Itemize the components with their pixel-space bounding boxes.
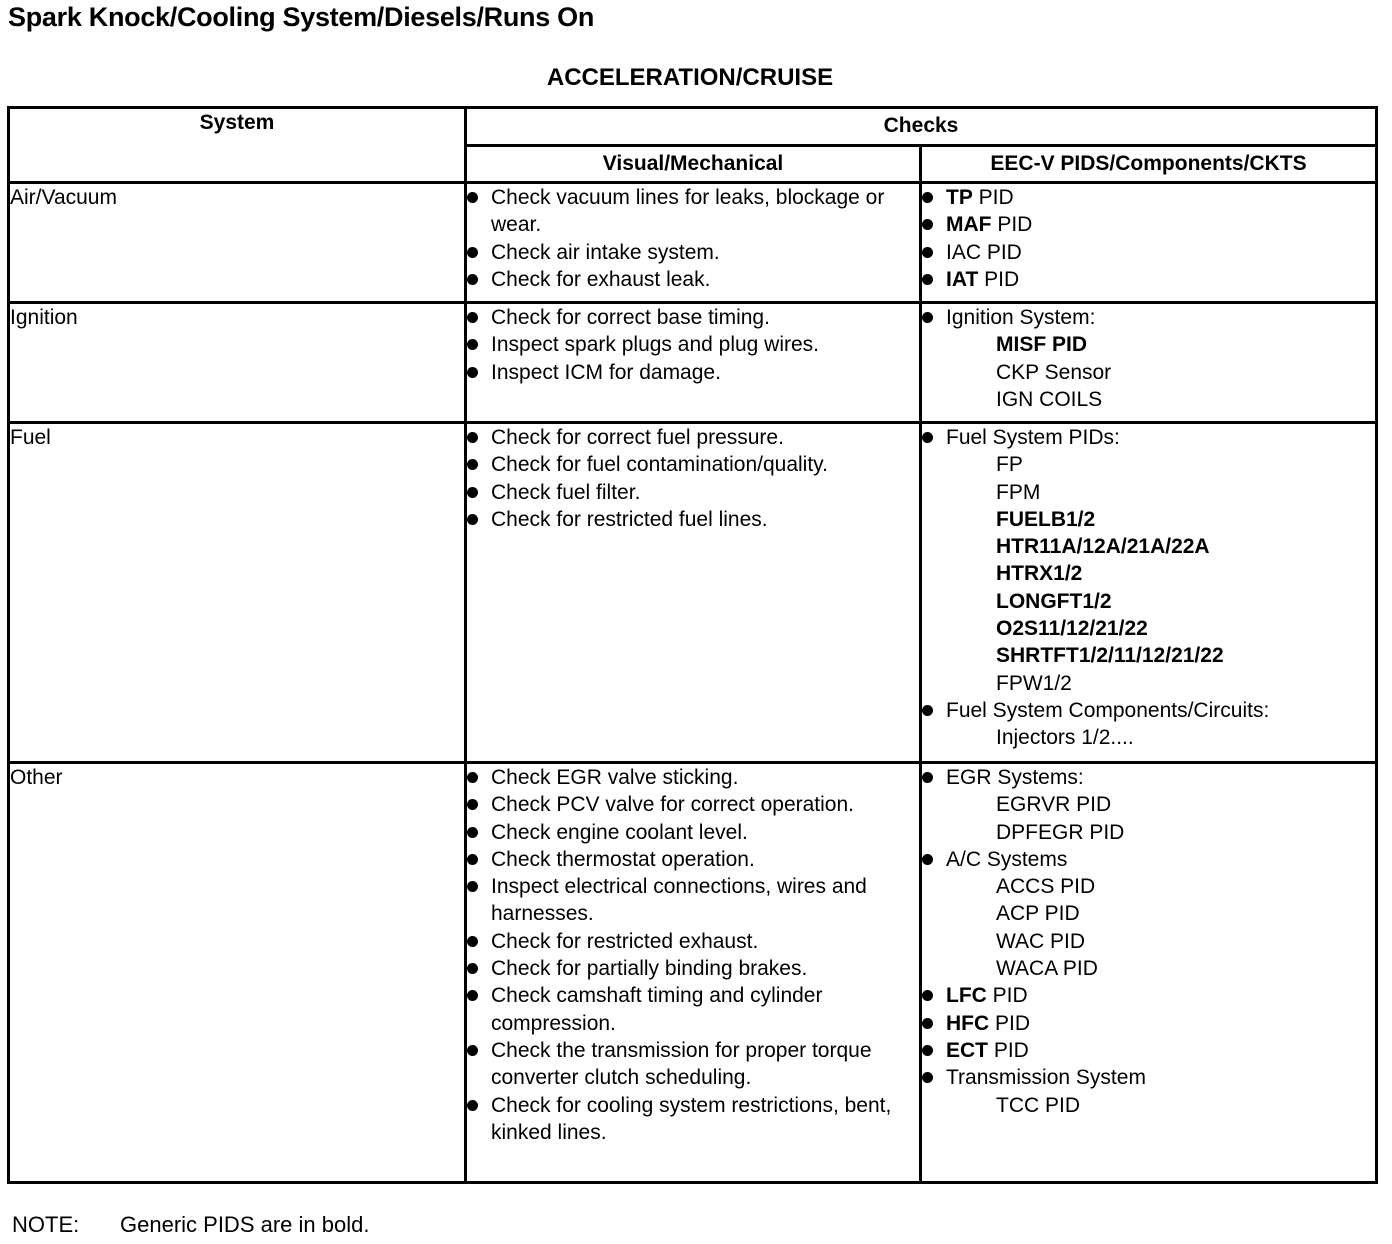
- pid-label: Transmission System: [946, 1066, 1146, 1090]
- check-item: Check for correct base timing.: [467, 304, 919, 331]
- pid-item: [922, 1010, 1375, 1037]
- table-row: [9, 183, 1377, 303]
- pid-sub-item: CKP Sensor: [996, 360, 1112, 384]
- pid-label: EGR Systems:: [946, 766, 1084, 789]
- pid-label: IAT PID: [946, 267, 1020, 291]
- pid-label: IAC PID: [946, 240, 1022, 264]
- pid-sub-item: WACA PID: [996, 957, 1098, 981]
- diagnostic-table: [7, 106, 1378, 1184]
- pid-sub-item: ACP PID: [996, 902, 1080, 926]
- pid-label: A/C Systems: [946, 847, 1068, 871]
- check-item: Check PCV valve for correct operation.: [467, 791, 919, 818]
- check-item: Check camshaft timing and cylinder compression.: [467, 982, 919, 1037]
- pid-item: [922, 424, 1375, 697]
- pid-label: ECT PID: [946, 1038, 1029, 1062]
- visual-checks-cell: [466, 423, 921, 763]
- pid-sub-item: TCC PID: [996, 1093, 1080, 1117]
- system-column-header: System: [9, 108, 466, 183]
- pid-sub-item: HTRX1/2: [996, 562, 1083, 586]
- pid-sub-item: MISF PID: [996, 333, 1088, 357]
- visual-mechanical-header: Visual/Mechanical: [466, 145, 921, 183]
- check-item: Check for fuel contamination/quality.: [467, 451, 919, 478]
- pid-label: Fuel System Components/Circuits:: [946, 698, 1270, 722]
- pid-sub-item: IGN COILS: [996, 387, 1103, 411]
- system-cell: Other: [9, 763, 466, 1183]
- eec-pids-cell: [921, 763, 1377, 1183]
- eec-pids-cell: [921, 423, 1377, 763]
- check-item: Check EGR valve sticking.: [467, 764, 919, 791]
- check-item: Check for correct fuel pressure.: [467, 424, 919, 451]
- pid-item: [922, 266, 1375, 293]
- pid-item: [922, 1037, 1375, 1064]
- pid-sub-item: FPM: [996, 480, 1041, 504]
- check-item: Check vacuum lines for leaks, blockage or wear.: [467, 184, 919, 239]
- visual-checks-cell: [466, 763, 921, 1183]
- checks-column-header: Checks: [466, 108, 1377, 146]
- pid-item: [922, 846, 1375, 982]
- check-item: Check engine coolant level.: [467, 819, 919, 846]
- check-item: Check fuel filter.: [467, 479, 919, 506]
- pid-label: HFC PID: [946, 1011, 1031, 1035]
- pid-sub-item: FUELB1/2: [996, 507, 1096, 531]
- system-cell: Ignition: [9, 303, 466, 423]
- visual-checks-cell: [466, 183, 921, 303]
- check-item: Inspect ICM for damage.: [467, 359, 919, 386]
- pid-sub-item: ACCS PID: [996, 875, 1096, 899]
- footnote: [12, 1212, 369, 1238]
- system-cell: Air/Vacuum: [9, 183, 466, 303]
- pid-item: [922, 1064, 1375, 1119]
- pid-sub-item: O2S11/12/21/22: [996, 617, 1148, 641]
- pid-item: [922, 184, 1375, 211]
- pid-sub-item: WAC PID: [996, 929, 1086, 953]
- check-item: Inspect spark plugs and plug wires.: [467, 331, 919, 358]
- pid-item: [922, 982, 1375, 1009]
- check-item: Check for exhaust leak.: [467, 266, 919, 293]
- check-item: Check thermostat operation.: [467, 846, 919, 873]
- pid-label: MAF PID: [946, 213, 1033, 237]
- check-item: Check the transmission for proper torque converter clutch scheduling.: [467, 1037, 919, 1092]
- visual-checks-cell: [466, 303, 921, 423]
- pid-sub-item: SHRTFT1/2/11/12/21/22: [996, 644, 1224, 668]
- pid-sub-item: FPW1/2: [996, 671, 1072, 695]
- pid-sub-item: DPFEGR PID: [996, 820, 1125, 844]
- check-item: Inspect electrical connections, wires and harnesses.: [467, 873, 919, 928]
- pid-item: [922, 239, 1375, 266]
- pid-label: Ignition System:: [946, 306, 1096, 329]
- pid-label: Fuel System PIDs:: [946, 426, 1120, 449]
- pid-item: [922, 304, 1375, 413]
- check-item: Check for restricted fuel lines.: [467, 506, 919, 533]
- pid-sub-item: HTR11A/12A/21A/22A: [996, 535, 1210, 559]
- check-item: Check for cooling system restrictions, bent, kinked lines.: [467, 1092, 919, 1147]
- system-cell: Fuel: [9, 423, 466, 763]
- check-item: Check for partially binding brakes.: [467, 955, 919, 982]
- check-item: Check for restricted exhaust.: [467, 928, 919, 955]
- pid-item: [922, 764, 1375, 846]
- eec-pids-header: EEC-V PIDS/Components/CKTS: [921, 145, 1377, 183]
- note-text: Generic PIDS are in bold.: [120, 1212, 370, 1237]
- eec-pids-cell: [921, 183, 1377, 303]
- pid-item: [922, 697, 1375, 752]
- eec-pids-cell: [921, 303, 1377, 423]
- pid-sub-item: FP: [996, 453, 1023, 477]
- table-row: [9, 303, 1377, 423]
- note-label: NOTE:: [12, 1212, 80, 1237]
- pid-item: [922, 211, 1375, 238]
- pid-sub-item: LONGFT1/2: [996, 589, 1112, 613]
- pid-sub-item: Injectors 1/2....: [996, 726, 1134, 750]
- table-subtitle: ACCELERATION/CRUISE: [546, 64, 834, 91]
- pid-label: TP PID: [946, 186, 1014, 209]
- check-item: Check air intake system.: [467, 239, 919, 266]
- pid-sub-item: EGRVR PID: [996, 793, 1112, 817]
- table-row: [9, 763, 1377, 1183]
- pid-label: LFC PID: [946, 984, 1028, 1008]
- table-row: [9, 423, 1377, 763]
- page-title: Spark Knock/Cooling System/Diesels/Runs On: [8, 2, 595, 32]
